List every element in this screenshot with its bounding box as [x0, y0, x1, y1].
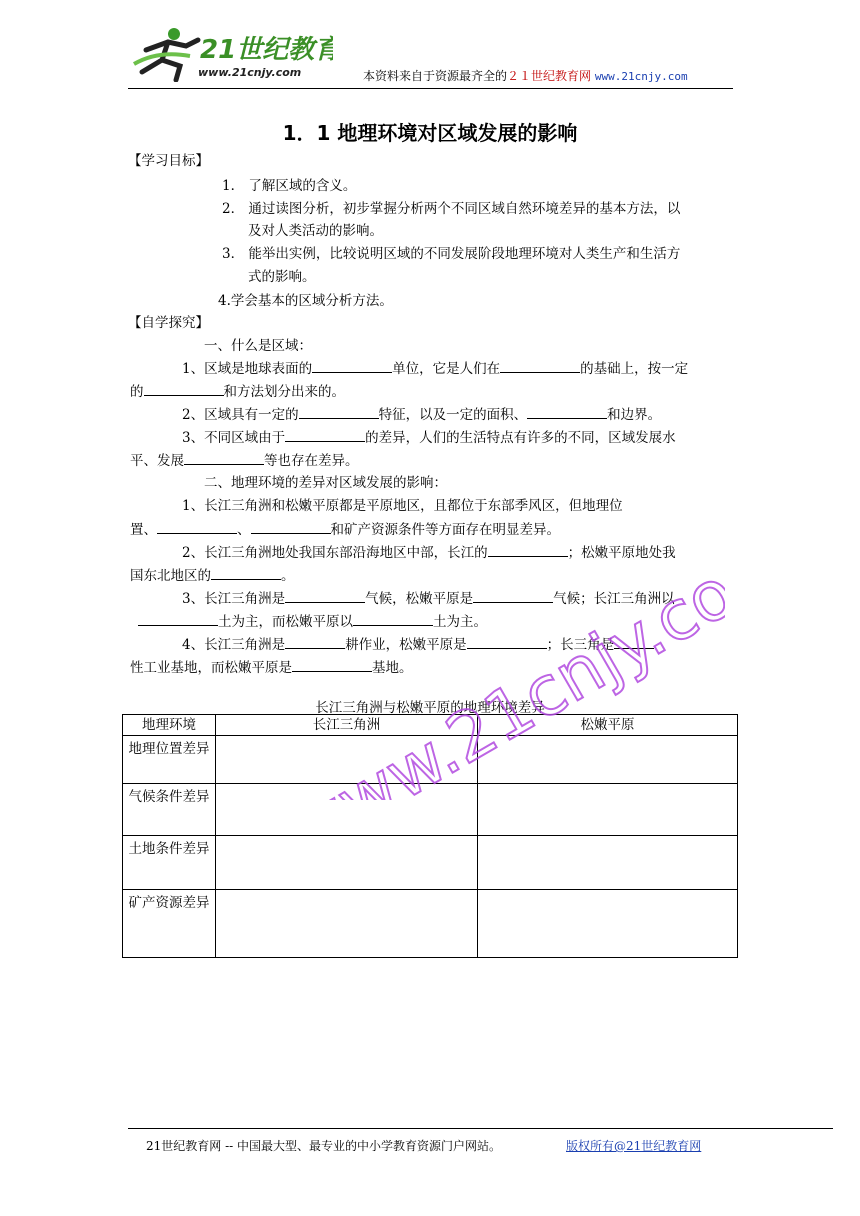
answer-blank[interactable]	[251, 520, 331, 534]
answer-blank[interactable]	[292, 658, 372, 672]
p4-text: 性工业基地，而松嫩平原是	[130, 660, 292, 676]
point-1-cont	[130, 520, 560, 539]
point-1: 1、长江三角洲和松嫩平原都是平原地区，且都位于东部季风区，但地理位	[182, 498, 623, 514]
goal-item: 3． 能举出实例，比较说明区域的不同发展阶段地理环境对人类生产和生活方	[222, 246, 681, 262]
table-header-cell: 松嫩平原	[478, 715, 738, 736]
explore-heading: 【自学探究】	[128, 315, 209, 331]
q2-text: 2、区域具有一定的	[182, 407, 299, 423]
logo-text: 21世纪教育	[200, 35, 333, 65]
p2-text: 2、长江三角洲地处我国东部沿海地区中部，长江的	[182, 545, 488, 561]
answer-blank[interactable]	[144, 382, 224, 396]
answer-blank[interactable]	[285, 428, 365, 442]
goal-item: 4.学会基本的区域分析方法。	[218, 293, 393, 309]
answer-cell[interactable]	[478, 836, 738, 890]
q2-text: 特征，以及一定的面积、	[378, 407, 528, 423]
footer-text: 21世纪教育网 -- 中国最大型、最专业的中小学教育资源门户网站。	[146, 1139, 502, 1153]
q1-text: 的基础上，按一定	[580, 361, 689, 377]
table-header-cell: 长江三角洲	[215, 715, 477, 736]
answer-blank[interactable]	[527, 405, 607, 419]
p4-text: 4、长江三角洲是	[182, 637, 286, 653]
table-caption: 长江三角洲与松嫩平原的地理环境差异	[315, 700, 545, 716]
answer-cell[interactable]	[215, 890, 477, 958]
p1-text: 和矿产资源条件等方面存在明显差异。	[330, 522, 560, 538]
table-row	[123, 836, 738, 890]
p1-text: 、	[237, 522, 251, 538]
goal-item: 1． 了解区域的含义。	[222, 178, 357, 194]
point-3-cont	[138, 612, 487, 631]
q1-text: 单位，它是人们在	[392, 361, 501, 377]
goals-heading: 【学习目标】	[128, 153, 209, 169]
p3-text: 气候；长江三角洲以	[553, 591, 675, 607]
p2-text: 。	[281, 568, 295, 584]
q3-text: 3、不同区域由于	[182, 430, 286, 446]
point-4	[182, 635, 654, 654]
answer-blank[interactable]	[285, 589, 365, 603]
answer-blank[interactable]	[473, 589, 553, 603]
answer-cell[interactable]	[215, 736, 477, 784]
answer-cell[interactable]	[478, 784, 738, 836]
point-2	[182, 543, 676, 562]
runner-icon	[134, 28, 198, 80]
question-3	[182, 428, 676, 447]
answer-blank[interactable]	[157, 520, 237, 534]
goal-item-cont: 及对人类活动的影响。	[248, 223, 383, 239]
p2-text: ；松嫩平原地处我	[567, 545, 676, 561]
answer-cell[interactable]	[215, 836, 477, 890]
q3-text: 平、发展	[130, 453, 184, 469]
row-label: 土地条件差异	[123, 836, 216, 890]
table-row	[123, 890, 738, 958]
answer-cell[interactable]	[478, 890, 738, 958]
table-row	[123, 784, 738, 836]
q2-text: 和边界。	[607, 407, 662, 423]
q3-text: 等也存在差异。	[264, 453, 359, 469]
answer-blank[interactable]	[353, 612, 433, 626]
p3-text: 土为主，而松嫩平原以	[218, 614, 353, 630]
question-1	[182, 359, 688, 378]
header-note-site: ２１世纪教育网	[507, 69, 592, 83]
difference-table	[122, 714, 738, 958]
answer-blank[interactable]	[285, 635, 345, 649]
answer-blank[interactable]	[211, 566, 281, 580]
answer-blank[interactable]	[312, 359, 392, 373]
p3-text: 气候，松嫩平原是	[365, 591, 474, 607]
q1-text: 1、区域是地球表面的	[182, 361, 313, 377]
table-header-row	[123, 715, 738, 736]
header-note-url[interactable]: www.21cnjy.com	[594, 70, 688, 83]
site-logo	[128, 20, 333, 82]
answer-blank[interactable]	[467, 635, 547, 649]
goal-item-cont: 式的影响。	[248, 269, 316, 285]
copyright-link[interactable]: 版权所有@21世纪教育网	[566, 1139, 702, 1153]
answer-blank[interactable]	[184, 451, 264, 465]
q1-text: 的	[130, 384, 144, 400]
row-label: 矿产资源差异	[123, 890, 216, 958]
point-4-cont	[130, 658, 413, 677]
answer-blank[interactable]	[500, 359, 580, 373]
row-label: 地理位置差异	[123, 736, 216, 784]
answer-cell[interactable]	[478, 736, 738, 784]
table-header-cell: 地理环境	[123, 715, 216, 736]
watermark-text: www.21cnjy.com	[276, 520, 725, 800]
question-3-cont	[130, 451, 359, 470]
answer-blank[interactable]	[614, 635, 654, 649]
part2-title: 二、地理环境的差异对区域发展的影响：	[204, 475, 447, 491]
question-2	[182, 405, 661, 424]
answer-blank[interactable]	[299, 405, 379, 419]
logo-url-text: www.21cnjy.com	[198, 66, 302, 79]
p4-text: 基地。	[372, 660, 413, 676]
header-note	[363, 67, 688, 84]
p4-text: 耕作业，松嫩平原是	[345, 637, 467, 653]
p4-text: ；长三角是	[546, 637, 615, 653]
header-note-prefix: 本资料来自于资源最齐全的	[363, 69, 508, 83]
footer-divider	[128, 1128, 833, 1129]
goal-item: 2． 通过读图分析，初步掌握分析两个不同区域自然环境差异的基本方法，以	[222, 201, 681, 217]
p1-text: 置、	[130, 522, 157, 538]
p3-text: 土为主。	[433, 614, 487, 630]
page-title: 1．1 地理环境对区域发展的影响	[282, 121, 578, 145]
table-row	[123, 736, 738, 784]
q1-text: 和方法划分出来的。	[223, 384, 345, 400]
point-2-cont	[130, 566, 295, 585]
question-1-cont	[130, 382, 345, 401]
part1-title: 一、什么是区域：	[204, 338, 312, 354]
answer-blank[interactable]	[488, 543, 568, 557]
p2-text: 国东北地区的	[130, 568, 211, 584]
p3-text: 3、长江三角洲是	[182, 591, 286, 607]
row-label: 气候条件差异	[123, 784, 216, 836]
point-3	[182, 589, 675, 608]
answer-blank[interactable]	[138, 612, 218, 626]
header-divider	[128, 88, 733, 89]
q3-text: 的差异，人们的生活特点有许多的不同，区域发展水	[365, 430, 676, 446]
answer-cell[interactable]	[215, 784, 477, 836]
